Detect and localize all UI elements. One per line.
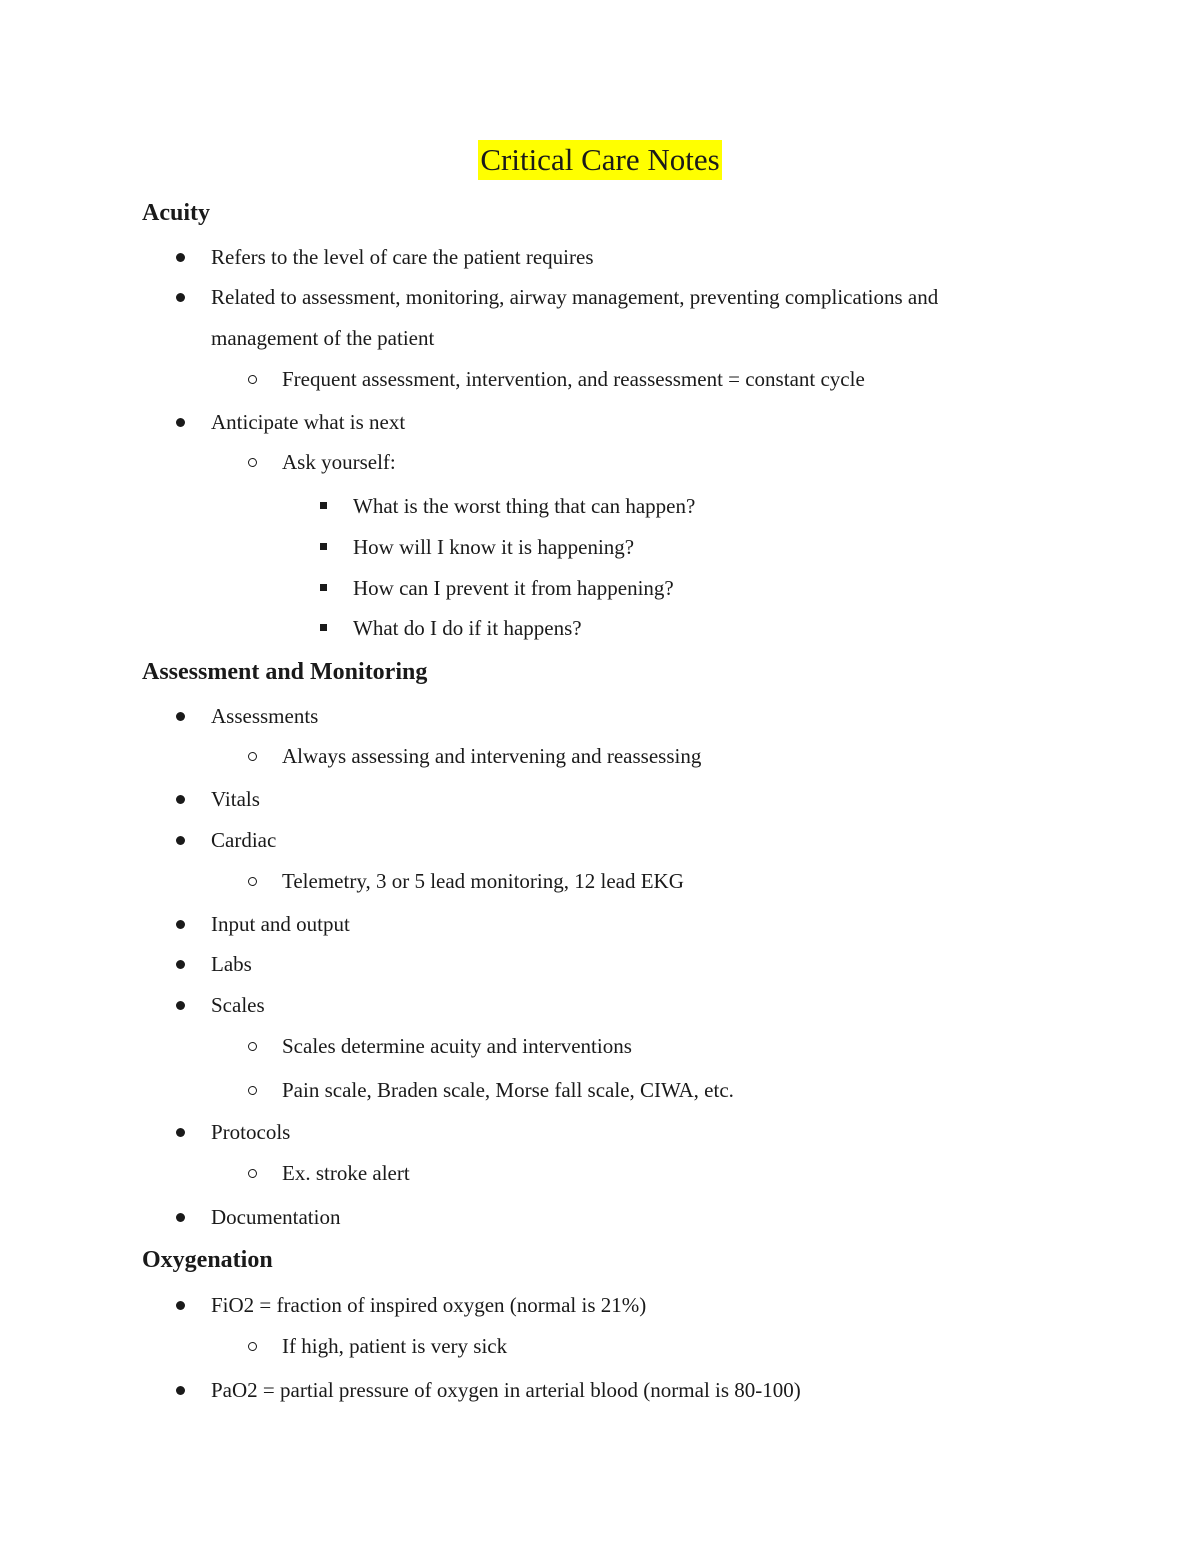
sub-sub-list-item: How will I know it is happening? — [353, 535, 635, 559]
circle-bullet-icon — [248, 877, 257, 886]
sub-list-item: Scales determine acuity and interventions — [282, 1034, 632, 1058]
list-item: Cardiac — [211, 828, 277, 852]
square-bullet-icon — [320, 543, 327, 550]
disc-bullet-icon — [176, 1301, 185, 1310]
disc-bullet-icon — [176, 1213, 185, 1222]
sub-list-item: Frequent assessment, intervention, and reassessment = constant cycle — [282, 367, 865, 391]
sub-list-item: Telemetry, 3 or 5 lead monitoring, 12 lead EKG — [282, 869, 684, 893]
list-item: Assessments — [211, 704, 319, 728]
disc-bullet-icon — [176, 920, 185, 929]
disc-bullet-icon — [176, 253, 185, 262]
disc-bullet-icon — [176, 960, 185, 969]
square-bullet-icon — [320, 502, 327, 509]
section-heading-oxygenation: Oxygenation — [142, 1247, 273, 1273]
circle-bullet-icon — [248, 458, 257, 467]
circle-bullet-icon — [248, 1086, 257, 1095]
list-item: Protocols — [211, 1120, 291, 1144]
sub-sub-list-item: How can I prevent it from happening? — [353, 576, 674, 600]
list-item: Related to assessment, monitoring, airway management, preventing complications and — [211, 285, 939, 309]
disc-bullet-icon — [176, 712, 185, 721]
section-heading-assessment: Assessment and Monitoring — [142, 659, 428, 685]
circle-bullet-icon — [248, 375, 257, 384]
list-item: Documentation — [211, 1205, 341, 1229]
list-item: Input and output — [211, 912, 350, 936]
disc-bullet-icon — [176, 836, 185, 845]
sub-sub-list-item: What is the worst thing that can happen? — [353, 494, 696, 518]
list-item: Refers to the level of care the patient requires — [211, 245, 594, 269]
square-bullet-icon — [320, 584, 327, 591]
title-container — [0, 140, 1200, 180]
list-item: Scales — [211, 993, 265, 1017]
square-bullet-icon — [320, 624, 327, 631]
disc-bullet-icon — [176, 795, 185, 804]
sub-list-item: Ex. stroke alert — [282, 1161, 410, 1185]
list-item: PaO2 = partial pressure of oxygen in arterial blood (normal is 80-100) — [211, 1378, 801, 1402]
circle-bullet-icon — [248, 1042, 257, 1051]
list-item-continuation: management of the patient — [211, 326, 435, 350]
circle-bullet-icon — [248, 1169, 257, 1178]
list-item: Labs — [211, 952, 252, 976]
disc-bullet-icon — [176, 293, 185, 302]
sub-list-item: Pain scale, Braden scale, Morse fall scale, CIWA, etc. — [282, 1078, 734, 1102]
document-title: Critical Care Notes — [478, 140, 721, 180]
circle-bullet-icon — [248, 752, 257, 761]
sub-sub-list-item: What do I do if it happens? — [353, 616, 582, 640]
section-heading-acuity: Acuity — [142, 200, 210, 226]
list-item: Anticipate what is next — [211, 410, 406, 434]
list-item: Vitals — [211, 787, 260, 811]
sub-list-item: If high, patient is very sick — [282, 1334, 508, 1358]
disc-bullet-icon — [176, 418, 185, 427]
sub-list-item: Ask yourself: — [282, 450, 396, 474]
disc-bullet-icon — [176, 1001, 185, 1010]
disc-bullet-icon — [176, 1386, 185, 1395]
sub-list-item: Always assessing and intervening and reassessing — [282, 744, 702, 768]
disc-bullet-icon — [176, 1128, 185, 1137]
list-item: FiO2 = fraction of inspired oxygen (normal is 21%) — [211, 1293, 647, 1317]
circle-bullet-icon — [248, 1342, 257, 1351]
